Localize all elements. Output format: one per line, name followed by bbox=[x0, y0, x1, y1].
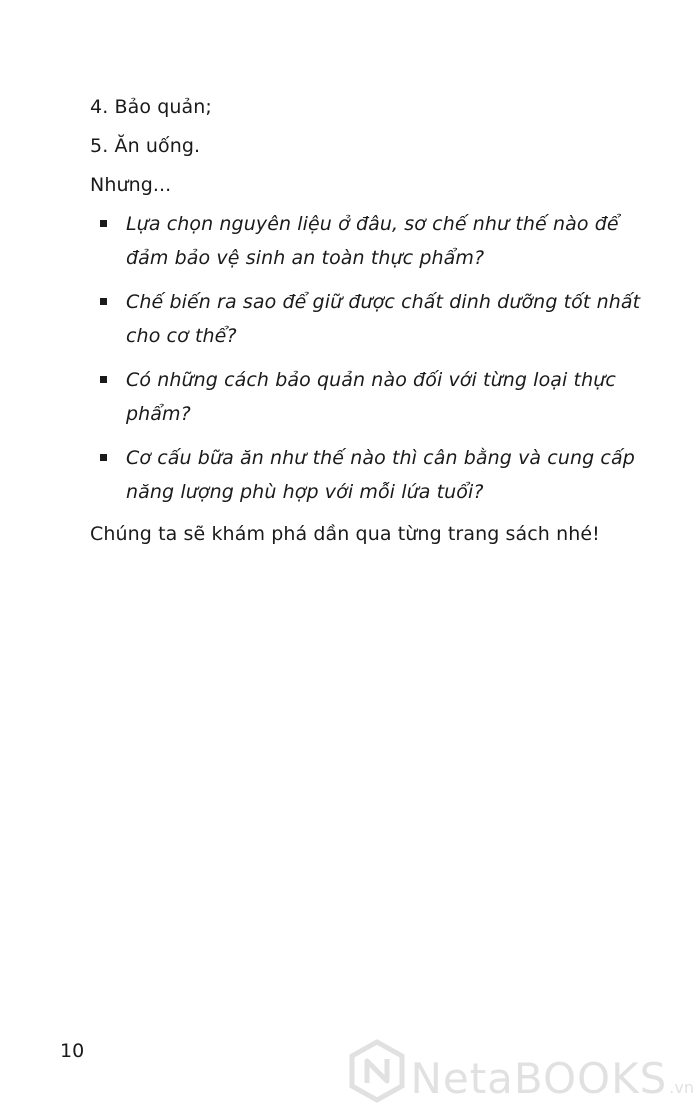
question-text: Chế biến ra sao để giữ được chất dinh dưỡng tốt nhất cho cơ thể? bbox=[126, 291, 641, 347]
page-number: 10 bbox=[60, 1040, 85, 1062]
question-text: Cơ cấu bữa ăn như thế nào thì cân bằng và cung cấp năng lượng phù hợp với mỗi lứa tuổi? bbox=[126, 447, 635, 503]
question-item bbox=[90, 207, 642, 275]
question-text: Có những cách bảo quản nào đối với từng loại thực phẩm? bbox=[126, 369, 616, 425]
page-body bbox=[90, 92, 650, 549]
question-item bbox=[90, 285, 642, 353]
question-item bbox=[90, 363, 642, 431]
square-bullet-icon bbox=[100, 298, 107, 305]
square-bullet-icon bbox=[100, 454, 107, 461]
question-text: Lựa chọn nguyên liệu ở đâu, sơ chế như thế nào để đảm bảo vệ sinh an toàn thực phẩm? bbox=[126, 213, 619, 269]
watermark-domain-suffix: .vn bbox=[669, 1078, 694, 1097]
netabooks-logo-icon bbox=[348, 1039, 406, 1103]
question-list bbox=[90, 207, 650, 509]
square-bullet-icon bbox=[100, 220, 107, 227]
intro-text: Nhưng... bbox=[90, 174, 172, 196]
square-bullet-icon bbox=[100, 376, 107, 383]
question-item bbox=[90, 441, 642, 509]
watermark bbox=[348, 1039, 694, 1103]
list-item-step-5: 5. Ăn uống. bbox=[90, 135, 201, 157]
list-item-step-4: 4. Bảo quản; bbox=[90, 96, 212, 118]
watermark-brand: NetaBOOKS bbox=[410, 1054, 668, 1103]
closing-text: Chúng ta sẽ khám phá dần qua từng trang sách nhé! bbox=[90, 523, 600, 545]
